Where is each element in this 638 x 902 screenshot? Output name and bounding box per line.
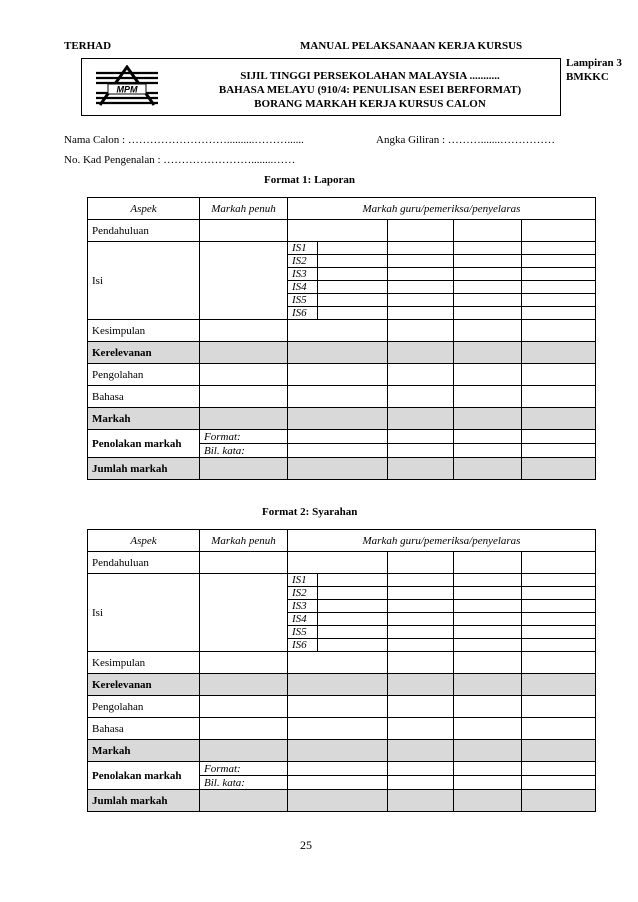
cell-input[interactable] xyxy=(388,320,454,342)
cell-input[interactable] xyxy=(200,574,288,652)
cell-input[interactable] xyxy=(388,458,454,480)
cell-input[interactable] xyxy=(522,342,596,364)
title-box xyxy=(81,58,561,116)
is-label: IS5 xyxy=(288,294,318,307)
row-label-isi: Isi xyxy=(88,242,200,320)
format-label: Format: xyxy=(200,430,288,444)
format1-caption: Format 1: Laporan xyxy=(264,174,356,186)
cell-input[interactable] xyxy=(200,220,288,242)
cell-input[interactable] xyxy=(318,639,388,652)
cell-input[interactable] xyxy=(288,674,388,696)
cell-input[interactable] xyxy=(288,430,388,444)
cell-input[interactable] xyxy=(388,674,454,696)
cell-input[interactable] xyxy=(388,718,454,740)
cell-input[interactable] xyxy=(318,281,388,294)
cell-input[interactable] xyxy=(318,613,388,626)
cell-input[interactable] xyxy=(200,652,288,674)
cell-input[interactable] xyxy=(454,790,522,812)
cell-input[interactable] xyxy=(454,652,522,674)
cell-input[interactable] xyxy=(388,307,454,320)
col-header-aspek: Aspek xyxy=(88,198,200,220)
col-header-markah-penuh: Markah penuh xyxy=(200,198,288,220)
cell-input[interactable] xyxy=(522,790,596,812)
cell-input[interactable] xyxy=(522,674,596,696)
cell-input[interactable] xyxy=(388,639,454,652)
cell-input[interactable] xyxy=(454,626,522,639)
row-label-pengolahan: Pengolahan xyxy=(88,696,200,718)
is-label: IS4 xyxy=(288,613,318,626)
cell-input[interactable] xyxy=(388,281,454,294)
is-label: IS6 xyxy=(288,307,318,320)
cell-input[interactable] xyxy=(522,307,596,320)
cell-input[interactable] xyxy=(388,776,454,790)
cell-input[interactable] xyxy=(318,294,388,307)
cell-input[interactable] xyxy=(454,268,522,281)
row-label-bahasa: Bahasa xyxy=(88,386,200,408)
cell-input[interactable] xyxy=(454,613,522,626)
cell-input[interactable] xyxy=(522,696,596,718)
cell-input[interactable] xyxy=(318,307,388,320)
cell-input[interactable] xyxy=(454,386,522,408)
cell-input[interactable] xyxy=(288,552,388,574)
cell-input[interactable] xyxy=(200,320,288,342)
is-label: IS2 xyxy=(288,255,318,268)
cell-input[interactable] xyxy=(522,320,596,342)
cell-input[interactable] xyxy=(454,639,522,652)
cell-input[interactable] xyxy=(522,652,596,674)
cell-input[interactable] xyxy=(522,242,596,255)
page-number: 25 xyxy=(300,838,312,852)
cell-input[interactable] xyxy=(288,220,388,242)
cell-input[interactable] xyxy=(200,740,288,762)
cell-input[interactable] xyxy=(388,364,454,386)
cell-input[interactable] xyxy=(288,776,388,790)
cell-input[interactable] xyxy=(288,320,388,342)
cell-input[interactable] xyxy=(388,574,454,587)
cell-input[interactable] xyxy=(288,408,388,430)
cell-input[interactable] xyxy=(200,790,288,812)
is-label: IS5 xyxy=(288,626,318,639)
ic-number-field[interactable]: No. Kad Pengenalan : ……………………........…… xyxy=(64,154,296,166)
cell-input[interactable] xyxy=(454,281,522,294)
cell-input[interactable] xyxy=(288,444,388,458)
cell-input[interactable] xyxy=(522,281,596,294)
cell-input[interactable] xyxy=(454,408,522,430)
cell-input[interactable] xyxy=(200,242,288,320)
cell-input[interactable] xyxy=(388,587,454,600)
index-number-field[interactable]: Angka Giliran : ……….......…………… xyxy=(376,134,556,146)
cell-input[interactable] xyxy=(318,242,388,255)
cell-input[interactable] xyxy=(288,652,388,674)
cell-input[interactable] xyxy=(522,430,596,444)
row-label-jumlah: Jumlah markah xyxy=(88,790,200,812)
cell-input[interactable] xyxy=(388,626,454,639)
col-header-markah-penuh: Markah penuh xyxy=(200,530,288,552)
cell-input[interactable] xyxy=(522,762,596,776)
cell-input[interactable] xyxy=(388,652,454,674)
col-header-markah-guru: Markah guru/pemeriksa/penyelaras xyxy=(288,530,596,552)
cell-input[interactable] xyxy=(288,458,388,480)
cell-input[interactable] xyxy=(200,718,288,740)
header-manual-title: MANUAL PELAKSANAAN KERJA KURSUS xyxy=(300,40,523,52)
cell-input[interactable] xyxy=(200,552,288,574)
mpm-logo xyxy=(92,65,162,109)
col-header-markah-guru: Markah guru/pemeriksa/penyelaras xyxy=(288,198,596,220)
cell-input[interactable] xyxy=(388,613,454,626)
cell-input[interactable] xyxy=(288,342,388,364)
cell-input[interactable] xyxy=(454,364,522,386)
cell-input[interactable] xyxy=(454,444,522,458)
cell-input[interactable] xyxy=(454,776,522,790)
row-label-kesimpulan: Kesimpulan xyxy=(88,320,200,342)
row-label-markah: Markah xyxy=(88,408,200,430)
cell-input[interactable] xyxy=(522,294,596,307)
appendix-code: BMKKC xyxy=(566,71,609,83)
cell-input[interactable] xyxy=(522,574,596,587)
cell-input[interactable] xyxy=(454,220,522,242)
cell-input[interactable] xyxy=(454,696,522,718)
cell-input[interactable] xyxy=(388,294,454,307)
is-label: IS1 xyxy=(288,242,318,255)
cell-input[interactable] xyxy=(454,718,522,740)
cell-input[interactable] xyxy=(200,408,288,430)
row-label-penolakan: Penolakan markah xyxy=(88,762,200,790)
cell-input[interactable] xyxy=(454,674,522,696)
cell-input[interactable] xyxy=(454,307,522,320)
cell-input[interactable] xyxy=(288,718,388,740)
is-label: IS3 xyxy=(288,268,318,281)
is-label: IS2 xyxy=(288,587,318,600)
cell-input[interactable] xyxy=(388,444,454,458)
cell-input[interactable] xyxy=(388,342,454,364)
cell-input[interactable] xyxy=(388,762,454,776)
row-label-isi: Isi xyxy=(88,574,200,652)
cell-input[interactable] xyxy=(454,320,522,342)
cell-input[interactable] xyxy=(454,574,522,587)
svg-text:MPM: MPM xyxy=(116,84,138,95)
cell-input[interactable] xyxy=(454,242,522,255)
cell-input[interactable] xyxy=(454,430,522,444)
cell-input[interactable] xyxy=(288,790,388,812)
title-line-1: SIJIL TINGGI PERSEKOLAHAN MALAYSIA ........... xyxy=(240,70,500,82)
cell-input[interactable] xyxy=(388,220,454,242)
row-label-kerelevanan: Kerelevanan xyxy=(88,674,200,696)
cell-input[interactable] xyxy=(454,587,522,600)
cell-input[interactable] xyxy=(200,386,288,408)
cell-input[interactable] xyxy=(318,587,388,600)
format2-caption: Format 2: Syarahan xyxy=(262,506,358,518)
cell-input[interactable] xyxy=(454,342,522,364)
cell-input[interactable] xyxy=(318,626,388,639)
cell-input[interactable] xyxy=(388,696,454,718)
col-header-aspek: Aspek xyxy=(88,530,200,552)
cell-input[interactable] xyxy=(522,600,596,613)
cell-input[interactable] xyxy=(200,674,288,696)
cell-input[interactable] xyxy=(388,740,454,762)
marks-table-laporan xyxy=(87,197,596,480)
cell-input[interactable] xyxy=(388,255,454,268)
cell-input[interactable] xyxy=(522,718,596,740)
cell-input[interactable] xyxy=(388,552,454,574)
cell-input[interactable] xyxy=(288,364,388,386)
is-label: IS1 xyxy=(288,574,318,587)
cell-input[interactable] xyxy=(388,790,454,812)
row-label-pengolahan: Pengolahan xyxy=(88,364,200,386)
row-label-penolakan: Penolakan markah xyxy=(88,430,200,458)
title-line-2: BAHASA MELAYU (910/4: PENULISAN ESEI BERFORMAT) xyxy=(218,84,522,96)
cell-input[interactable] xyxy=(522,639,596,652)
cell-input[interactable] xyxy=(522,613,596,626)
cell-input[interactable] xyxy=(522,408,596,430)
cell-input[interactable] xyxy=(454,255,522,268)
header-classification: TERHAD xyxy=(64,40,112,52)
row-label-pendahuluan: Pendahuluan xyxy=(88,552,200,574)
cell-input[interactable] xyxy=(454,552,522,574)
cell-input[interactable] xyxy=(522,552,596,574)
cell-input[interactable] xyxy=(454,762,522,776)
cell-input[interactable] xyxy=(522,255,596,268)
row-label-pendahuluan: Pendahuluan xyxy=(88,220,200,242)
row-label-kesimpulan: Kesimpulan xyxy=(88,652,200,674)
cell-input[interactable] xyxy=(318,268,388,281)
row-label-kerelevanan: Kerelevanan xyxy=(88,342,200,364)
cell-input[interactable] xyxy=(454,458,522,480)
row-label-jumlah: Jumlah markah xyxy=(88,458,200,480)
cell-input[interactable] xyxy=(522,626,596,639)
cell-input[interactable] xyxy=(288,762,388,776)
cell-input[interactable] xyxy=(200,364,288,386)
marks-table-syarahan xyxy=(87,529,596,812)
cell-input[interactable] xyxy=(522,444,596,458)
cell-input[interactable] xyxy=(522,386,596,408)
cell-input[interactable] xyxy=(388,408,454,430)
word-count-label: Bil. kata: xyxy=(200,444,288,458)
cell-input[interactable] xyxy=(318,255,388,268)
form-title xyxy=(180,69,560,111)
cell-input[interactable] xyxy=(388,242,454,255)
cell-input[interactable] xyxy=(522,776,596,790)
cell-input[interactable] xyxy=(522,364,596,386)
cell-input[interactable] xyxy=(388,386,454,408)
cell-input[interactable] xyxy=(454,600,522,613)
row-label-bahasa: Bahasa xyxy=(88,718,200,740)
cell-input[interactable] xyxy=(318,600,388,613)
word-count-label: Bil. kata: xyxy=(200,776,288,790)
row-label-markah: Markah xyxy=(88,740,200,762)
title-line-3: BORANG MARKAH KERJA KURSUS CALON xyxy=(254,98,486,110)
cell-input[interactable] xyxy=(388,430,454,444)
cell-input[interactable] xyxy=(522,740,596,762)
format-label: Format: xyxy=(200,762,288,776)
is-label: IS6 xyxy=(288,639,318,652)
appendix-label xyxy=(566,56,622,84)
cell-input[interactable] xyxy=(200,458,288,480)
cell-input[interactable] xyxy=(454,740,522,762)
cell-input[interactable] xyxy=(522,220,596,242)
appendix-number: Lampiran 3 xyxy=(566,57,622,69)
is-label: IS4 xyxy=(288,281,318,294)
is-label: IS3 xyxy=(288,600,318,613)
cell-input[interactable] xyxy=(388,268,454,281)
cell-input[interactable] xyxy=(522,268,596,281)
cell-input[interactable] xyxy=(388,600,454,613)
cell-input[interactable] xyxy=(200,342,288,364)
cell-input[interactable] xyxy=(288,696,388,718)
cell-input[interactable] xyxy=(522,458,596,480)
cell-input[interactable] xyxy=(454,294,522,307)
cell-input[interactable] xyxy=(318,574,388,587)
candidate-name-field[interactable]: Nama Calon : ………………………..........………...... xyxy=(64,134,304,146)
cell-input[interactable] xyxy=(522,587,596,600)
cell-input[interactable] xyxy=(200,696,288,718)
cell-input[interactable] xyxy=(288,740,388,762)
cell-input[interactable] xyxy=(288,386,388,408)
